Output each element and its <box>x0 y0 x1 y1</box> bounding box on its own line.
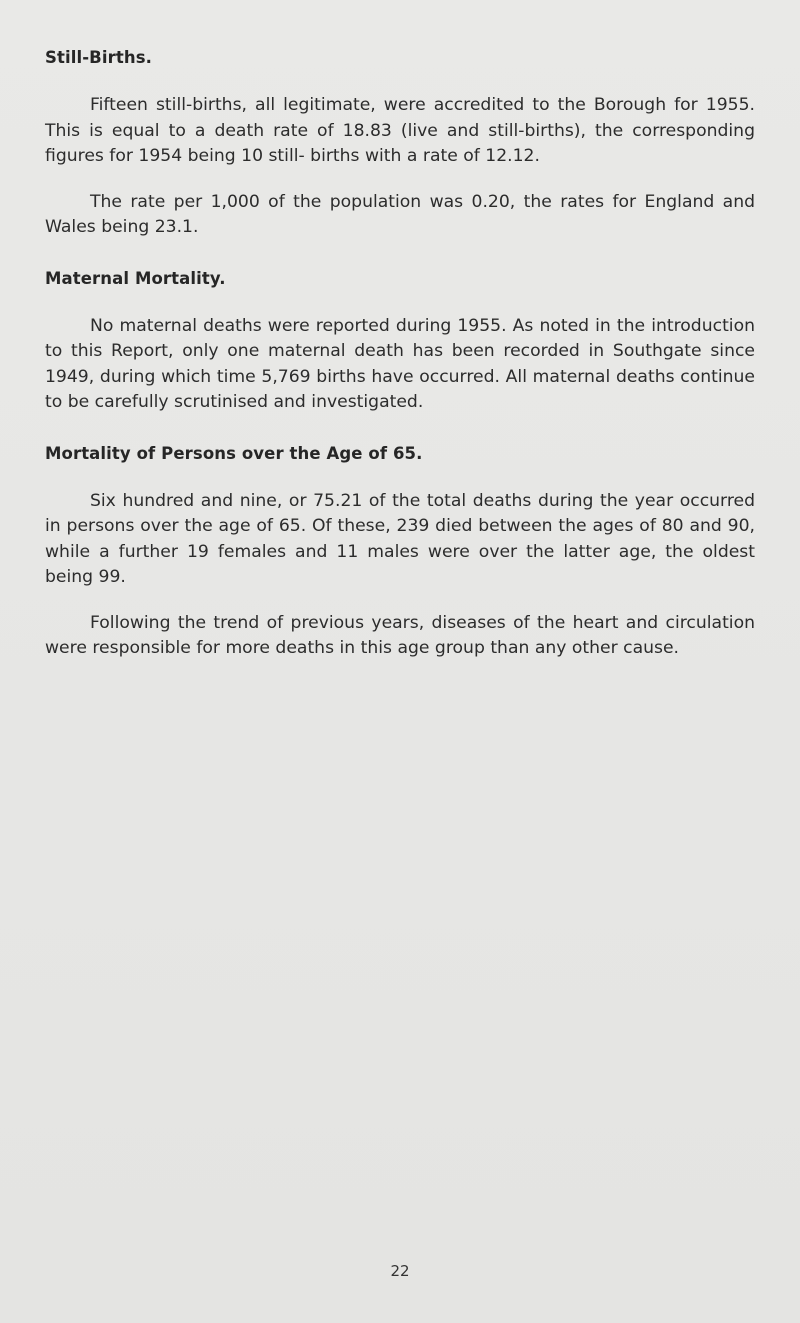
paragraph: The rate per 1,000 of the population was 0.20, the rates for England and Wales being 23.1. <box>45 191 755 237</box>
section-heading: Maternal Mortality. <box>45 268 226 288</box>
section-mortality-over-65 <box>45 444 755 662</box>
section-maternal-mortality <box>45 269 755 416</box>
page-content <box>45 48 755 690</box>
paragraph: No maternal deaths were reported during 1955. As noted in the introduction to this Report, only one maternal death has been recorded in Southgate since 1949, during which time 5,769 births have occurred. All maternal deaths continue to be carefully scrutinised and investigated. <box>45 315 755 412</box>
section-heading: Mortality of Persons over the Age of 65. <box>45 443 423 463</box>
page-number: 22 <box>390 1262 410 1280</box>
section-still-births <box>45 48 755 241</box>
paragraph: Fifteen still-births, all legitimate, were accredited to the Borough for 1955. This is equal to a death rate of 18.83 (live and still-births), the corresponding figures for 1954 being 10 still- births with a rate of 12.12. <box>45 95 755 166</box>
paragraph: Following the trend of previous years, diseases of the heart and circulation were responsible for more deaths in this age group than any other cause. <box>45 612 755 658</box>
paragraph: Six hundred and nine, or 75.21 of the total deaths during the year occurred in persons over the age of 65. Of these, 239 died between the ages of 80 and 90, while a further 19 females and 11 males were over the latter age, the oldest being 99. <box>45 490 755 587</box>
section-heading: Still-Births. <box>45 48 152 67</box>
